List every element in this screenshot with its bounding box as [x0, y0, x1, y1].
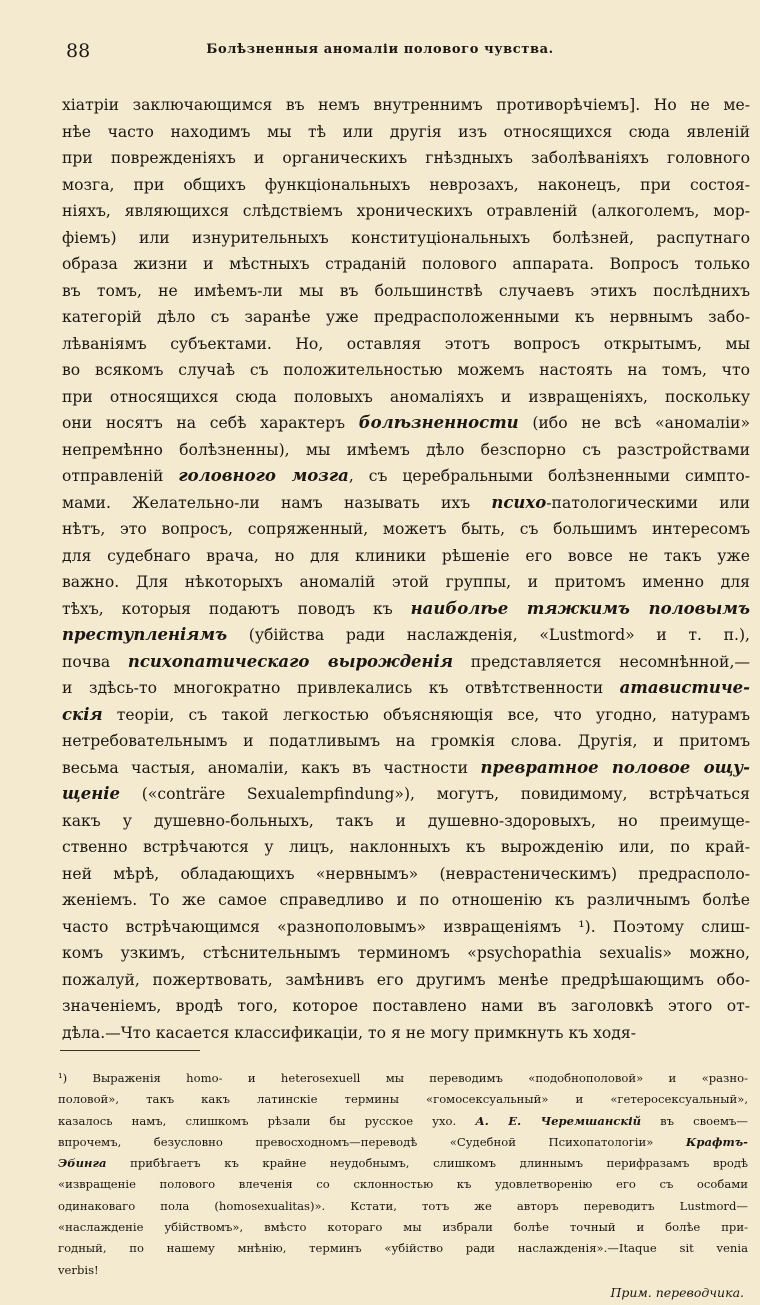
text-run: почва	[62, 652, 128, 671]
text-run: хіатріи заключающимся въ немъ внутреннимъ противорѣчіемъ]. Но не ме-	[62, 96, 750, 114]
text-run: какъ у душевно-больныхъ, такъ и душевно-здоровыхъ, но преимуще-	[62, 811, 750, 830]
emphasis: наиболѣе тяжкимъ половымъ	[410, 598, 750, 618]
body-line	[62, 463, 750, 490]
text-run: во всякомъ случаѣ съ положительностью можемъ настоять на томъ, что	[62, 361, 750, 379]
text-run: ственно встрѣчаются у лицъ, наклонныхъ къ вырожденію или, по край-	[62, 838, 750, 856]
footnote-line	[58, 1260, 748, 1281]
body-line	[62, 251, 750, 278]
emphasis: щеніе	[62, 784, 121, 803]
text-run: -патологическими или	[546, 493, 750, 512]
text-run: пожалуй, пожертвовать, замѣнивъ его другимъ менѣе предрѣшающимъ обо-	[62, 970, 750, 989]
text-run: фіемъ) или изнурительныхъ конституціональныхъ болѣзней, распутнаго	[62, 228, 750, 247]
text-run: одинаковаго пола (homosexualitas)». Кстати, тотъ же авторъ переводитъ Lustmord—	[58, 1198, 748, 1213]
text-run: половой», такъ какъ латинскіе термины «гомосексуальный» и «гетеросексуальный»,	[58, 1092, 748, 1107]
body-line	[62, 145, 750, 172]
body-line	[62, 410, 750, 437]
body-line	[62, 543, 750, 570]
body-line	[62, 728, 750, 755]
emphasis: психо	[491, 492, 547, 512]
body-line	[62, 569, 750, 596]
body-line	[62, 861, 750, 888]
text-run: теоріи, съ такой легкостью объясняющія все, что угодно, натурамъ	[102, 705, 750, 724]
footnote-signature: Прим. переводчика.	[610, 1284, 744, 1300]
emphasis: психопатическаго вырожденія	[127, 651, 453, 671]
text-run: непремѣнно болѣзненны), мы имѣемъ дѣло безспорно съ разстройствами	[62, 440, 750, 459]
text-run: комъ узкимъ, стѣснительнымъ терминомъ «psychopathia sexualis» можно,	[62, 944, 750, 962]
text-run: «наслажденіе убійствомъ», вмѣсто котораго мы избрали болѣе точный и болѣе при-	[58, 1220, 748, 1235]
text-run: отправленій	[62, 467, 179, 485]
footnote-line	[58, 1111, 748, 1132]
body-line	[62, 437, 750, 464]
text-run: женіемъ. То же самое справедливо и по отношенію къ различнымъ болѣе	[62, 891, 750, 909]
footnote-line	[58, 1089, 748, 1110]
text-run: ¹) Выраженія homo- и heterosexuell мы переводимъ «подобнополовой» и «разно-	[58, 1071, 748, 1085]
text-run: дѣла.—Что касается классификаціи, то я не могу примкнуть къ ходя-	[62, 1023, 636, 1042]
body-line	[62, 755, 750, 782]
text-run: при относящихся сюда половыхъ аномаліяхъ и извращеніяхъ, поскольку	[62, 387, 750, 406]
text-run: («conträre Sexualempfindung»), могутъ, повидимому, встрѣчаться	[120, 785, 750, 803]
emphasis: превратное половое ощу-	[480, 757, 750, 777]
footnote	[58, 1068, 748, 1305]
text-run: нѣтъ, это вопросъ, сопряженный, можетъ быть, съ большимъ интересомъ	[62, 520, 750, 538]
emphasis: А. Е. Черемшанскій	[475, 1113, 642, 1128]
text-run: для судебнаго врача, но для клиники рѣшеніе его вовсе не такъ уже	[62, 546, 750, 565]
footnote-line	[58, 1196, 748, 1217]
body-line	[62, 993, 750, 1020]
text-run: категорій дѣло съ заранѣе уже предрасположенными къ нервнымъ забо-	[62, 308, 750, 326]
text-run: впрочемъ, безусловно превосходномъ—переводѣ «Судебной Психопатологіи»	[58, 1134, 686, 1149]
text-run: и здѣсь-то многократно привлекались къ отвѣтственности	[62, 679, 620, 697]
footnote-line	[58, 1153, 748, 1174]
body-line	[62, 119, 750, 146]
body-line	[62, 940, 750, 967]
body-line	[62, 596, 750, 623]
body-text	[62, 92, 750, 1046]
body-line	[62, 357, 750, 384]
body-line	[62, 914, 750, 941]
page-header	[66, 40, 694, 70]
body-line	[62, 967, 750, 994]
body-line	[62, 304, 750, 331]
running-title: Болѣзненныя аномаліи полового чувства.	[206, 42, 554, 57]
text-run: мами. Желательно-ли намъ называть ихъ	[62, 493, 492, 512]
body-line	[62, 675, 750, 702]
body-line	[62, 198, 750, 225]
emphasis: головного мозга	[178, 466, 349, 485]
body-line	[62, 887, 750, 914]
footnote-line	[58, 1238, 748, 1259]
body-line	[62, 225, 750, 252]
footnote-line	[58, 1132, 748, 1153]
body-line	[62, 278, 750, 305]
text-run: въ томъ, не имѣемъ-ли мы въ большинствѣ случаевъ этихъ послѣднихъ	[62, 281, 750, 300]
emphasis: Крафтъ-	[685, 1134, 748, 1149]
emphasis: Эбинга	[58, 1156, 107, 1171]
body-line	[62, 781, 750, 808]
text-run: нетребовательнымъ и податливымъ на громкія слова. Другія, и притомъ	[62, 732, 750, 750]
footnote-text	[58, 1068, 748, 1281]
footnote-line	[58, 1217, 748, 1238]
emphasis: преступленіямъ	[62, 625, 228, 644]
body-line	[62, 702, 750, 729]
text-run: представляется несомнѣнной,—	[453, 652, 750, 671]
text-run: они носятъ на себѣ характеръ	[62, 414, 359, 432]
emphasis: болѣзненности	[358, 413, 519, 432]
text-run: прибѣгаетъ къ крайне неудобнымъ, слишкомъ длиннымъ перифразамъ вродѣ	[106, 1156, 748, 1171]
text-run: казалось намъ, слишкомъ рѣзали бы русское ухо.	[58, 1113, 476, 1128]
text-run: (убійства ради наслажденія, «Lustmord» и т. п.),	[227, 626, 750, 644]
emphasis: атавистиче-	[619, 678, 750, 697]
text-run: , съ церебральными болѣзненными симпто-	[348, 467, 750, 485]
footnote-line	[58, 1068, 748, 1089]
text-run: при поврежденіяхъ и органическихъ гнѣздныхъ заболѣваніяхъ головного	[62, 149, 750, 167]
body-line	[62, 1020, 750, 1047]
text-run: важно. Для нѣкоторыхъ аномалій этой группы, и притомъ именно для	[62, 573, 750, 591]
body-line	[62, 622, 750, 649]
body-line	[62, 384, 750, 411]
text-run: тѣхъ, которыя подаютъ поводъ къ	[62, 599, 411, 618]
body-line	[62, 490, 750, 517]
text-run: ней мѣрѣ, обладающихъ «нервнымъ» (неврастеническимъ) предрасполо-	[62, 864, 750, 883]
text-run: лѣваніямъ субъектами. Но, оставляя этотъ вопросъ открытымъ, мы	[62, 334, 750, 353]
text-run: нѣе часто находимъ мы тѣ или другія изъ относящихся сюда явленій	[62, 122, 750, 141]
text-run: «извращеніе полового влеченія со склонностью къ удовлетворенію его съ особами	[58, 1177, 748, 1192]
text-run: (ибо не всѣ «аномаліи»	[518, 414, 750, 432]
body-line	[62, 331, 750, 358]
text-run: мозга, при общихъ функціональныхъ неврозахъ, наконецъ, при состоя-	[62, 175, 750, 194]
body-line	[62, 808, 750, 835]
body-line	[62, 516, 750, 543]
text-run: часто встрѣчающимся «разнополовымъ» извращеніямъ ¹). Поэтому слиш-	[62, 917, 750, 936]
text-run: значеніемъ, вродѣ того, которое поставлено нами въ заголовкѣ этого от-	[62, 997, 750, 1015]
text-run: весьма частыя, аномаліи, какъ въ частности	[62, 758, 481, 777]
body-line	[62, 649, 750, 676]
text-run: въ своемъ—	[641, 1113, 748, 1128]
footnote-line	[58, 1174, 748, 1195]
text-run: verbis!	[58, 1262, 99, 1277]
body-line	[62, 834, 750, 861]
footnote-divider	[60, 1050, 200, 1051]
text-run: образа жизни и мѣстныхъ страданій полового аппарата. Вопросъ только	[62, 255, 750, 273]
body-line	[62, 172, 750, 199]
emphasis: скія	[62, 704, 103, 724]
text-run: ніяхъ, являющихся слѣдствіемъ хроническихъ отравленій (алкоголемъ, мор-	[62, 202, 750, 220]
page-number: 88	[66, 40, 91, 62]
body-line	[62, 92, 750, 119]
text-run: годный, по нашему мнѣнію, терминъ «убійство ради наслажденія».—Itaque sit venia	[58, 1241, 748, 1256]
